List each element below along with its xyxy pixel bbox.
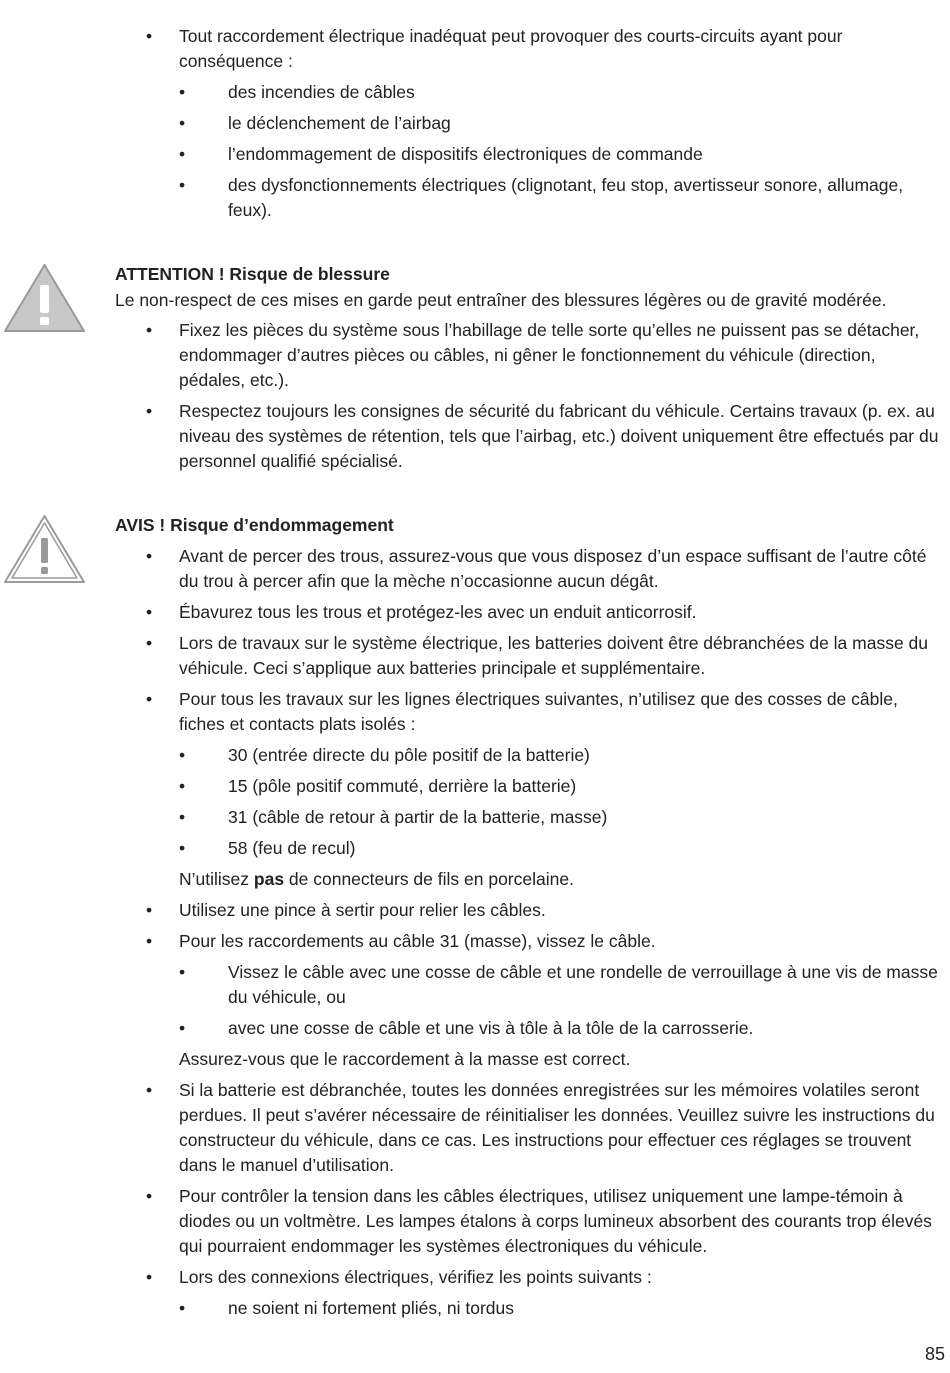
sub-list-item	[0, 80, 950, 105]
list-item-text: Pour contrôler la tension dans les câbles électriques, utilisez uniquement une lampe-témoin à diodes ou un voltmètre. Les lampes étalons à corps lumineux absorbent des courants trop élevés qui pourraient endommager les systèmes électroniques du véhicule.	[179, 1186, 932, 1256]
bullet: •	[179, 745, 186, 765]
bullet: •	[146, 900, 153, 920]
porcelain-note	[0, 867, 950, 892]
sub-list-item	[0, 774, 950, 799]
list-item	[0, 1078, 950, 1178]
attention-intro: Le non-respect de ces mises en garde peut entraîner des blessures légères ou de gravité modérée.	[115, 290, 887, 310]
list-item	[0, 600, 950, 625]
note-text: de connecteurs de fils en porcelaine.	[284, 869, 574, 889]
bullet: •	[146, 401, 153, 421]
bullet: •	[179, 144, 186, 164]
sub-list-item	[0, 1016, 950, 1041]
sub-list-item	[0, 111, 950, 136]
sub-list-item	[0, 743, 950, 768]
sub-list-item-text: le déclenchement de l’airbag	[228, 113, 451, 133]
list-item-text: Respectez toujours les consignes de sécurité du fabricant du véhicule. Certains travaux (p. ex. au niveau des systèmes de rétention, tels que l’airbag, etc.) doivent uniquement être effectués par du personnel qualifié spécialisé.	[179, 401, 939, 471]
list-item	[0, 318, 950, 393]
list-item	[0, 24, 950, 74]
sub-list-item-text: ne soient ni fortement pliés, ni tordus	[228, 1298, 514, 1318]
bullet: •	[146, 602, 153, 622]
bullet: •	[146, 931, 153, 951]
note-emphasis: pas	[253, 869, 285, 889]
sub-list-item	[0, 805, 950, 830]
list-item-text: Lors des connexions électriques, vérifiez les points suivants :	[179, 1267, 652, 1287]
sub-list-item-text: avec une cosse de câble et une vis à tôle à la tôle de la carrosserie.	[228, 1018, 754, 1038]
sub-list-item	[0, 960, 950, 1010]
bullet: •	[146, 633, 153, 653]
list-item-text: Si la batterie est débranchée, toutes les données enregistrées sur les mémoires volatiles seront perdues. Il peut s’avérer nécessaire de réinitialiser les données. Veuillez suivre les instructions du constructeur du véhicule, dans ce cas. Les instructions pour effectuer ces réglages se trouvent dans le manuel d’utilisation.	[179, 1080, 935, 1175]
list-item	[0, 544, 950, 594]
sub-list-item-text: 30 (entrée directe du pôle positif de la batterie)	[228, 745, 590, 765]
page-number: 85	[924, 1344, 945, 1364]
sub-list-item	[0, 836, 950, 861]
avis-title: AVIS ! Risque d’endommagement	[115, 515, 394, 535]
short-circuit-section	[0, 24, 950, 229]
sub-list-item-text: des dysfonctionnements électriques (clignotant, feu stop, avertisseur sonore, allumage, feux).	[228, 175, 904, 220]
bullet: •	[146, 320, 153, 340]
list-item	[0, 631, 950, 681]
bullet: •	[146, 1186, 153, 1206]
ground-note: Assurez-vous que le raccordement à la masse est correct.	[179, 1049, 631, 1069]
bullet: •	[179, 1298, 186, 1318]
sub-list-item	[0, 142, 950, 167]
list-item	[0, 687, 950, 737]
list-item-text: Fixez les pièces du système sous l’habillage de telle sorte qu’elles ne puissent pas se détacher, endommager d’autres pièces ou câbles, ni gêner le fonctionnement du véhicule (direction, pédales, etc.).	[179, 320, 920, 390]
bullet: •	[179, 175, 186, 195]
bullet: •	[179, 82, 186, 102]
attention-title: ATTENTION ! Risque de blessure	[115, 264, 390, 284]
sub-list-item	[0, 1296, 950, 1321]
sub-list-item-text: l’endommagement de dispositifs électroniques de commande	[228, 144, 703, 164]
sub-list-item-text: 15 (pôle positif commuté, derrière la batterie)	[228, 776, 577, 796]
list-item-text: Lors de travaux sur le système électrique, les batteries doivent être débranchées de la masse du véhicule. Ceci s’applique aux batteries principale et supplémentaire.	[179, 633, 929, 678]
sub-list-item	[0, 173, 950, 223]
bullet: •	[146, 1267, 153, 1287]
list-item	[0, 929, 950, 954]
bullet: •	[179, 113, 186, 133]
list-item-text: Pour tous les travaux sur les lignes électriques suivantes, n’utilisez que des cosses de câble, fiches et contacts plats isolés :	[179, 689, 898, 734]
list-item	[0, 399, 950, 474]
sub-list-item-text: 58 (feu de recul)	[228, 838, 356, 858]
bullet: •	[179, 1018, 186, 1038]
avis-notice	[0, 513, 950, 1327]
list-item	[0, 1184, 950, 1259]
bullet: •	[179, 838, 186, 858]
sub-list-item-text: Vissez le câble avec une cosse de câble et une rondelle de verrouillage à une vis de masse du véhicule, ou	[228, 962, 938, 1007]
bullet: •	[146, 689, 153, 709]
attention-notice	[0, 262, 950, 480]
list-item-text: Pour les raccordements au câble 31 (masse), vissez le câble.	[179, 931, 656, 951]
list-item-text: Utilisez une pince à sertir pour relier les câbles.	[179, 900, 546, 920]
bullet: •	[146, 1080, 153, 1100]
bullet: •	[179, 962, 186, 982]
list-item	[0, 1265, 950, 1290]
list-item-text: Avant de percer des trous, assurez-vous que vous disposez d’un espace suffisant de l’autre côté du trou à percer afin que la mèche n’occasionne aucun dégât.	[179, 546, 927, 591]
bullet: •	[179, 807, 186, 827]
sub-list-item-text: 31 (câble de retour à partir de la batterie, masse)	[228, 807, 608, 827]
bullet: •	[179, 776, 186, 796]
sub-list-item-text: des incendies de câbles	[228, 82, 415, 102]
note-text: N’utilisez	[179, 869, 254, 889]
bullet: •	[146, 26, 153, 46]
list-item	[0, 898, 950, 923]
bullet: •	[146, 546, 153, 566]
list-item-text: Ébavurez tous les trous et protégez-les avec un enduit anticorrosif.	[179, 602, 697, 622]
list-item-text: Tout raccordement électrique inadéquat peut provoquer des courts-circuits ayant pour conséquence :	[179, 26, 843, 71]
